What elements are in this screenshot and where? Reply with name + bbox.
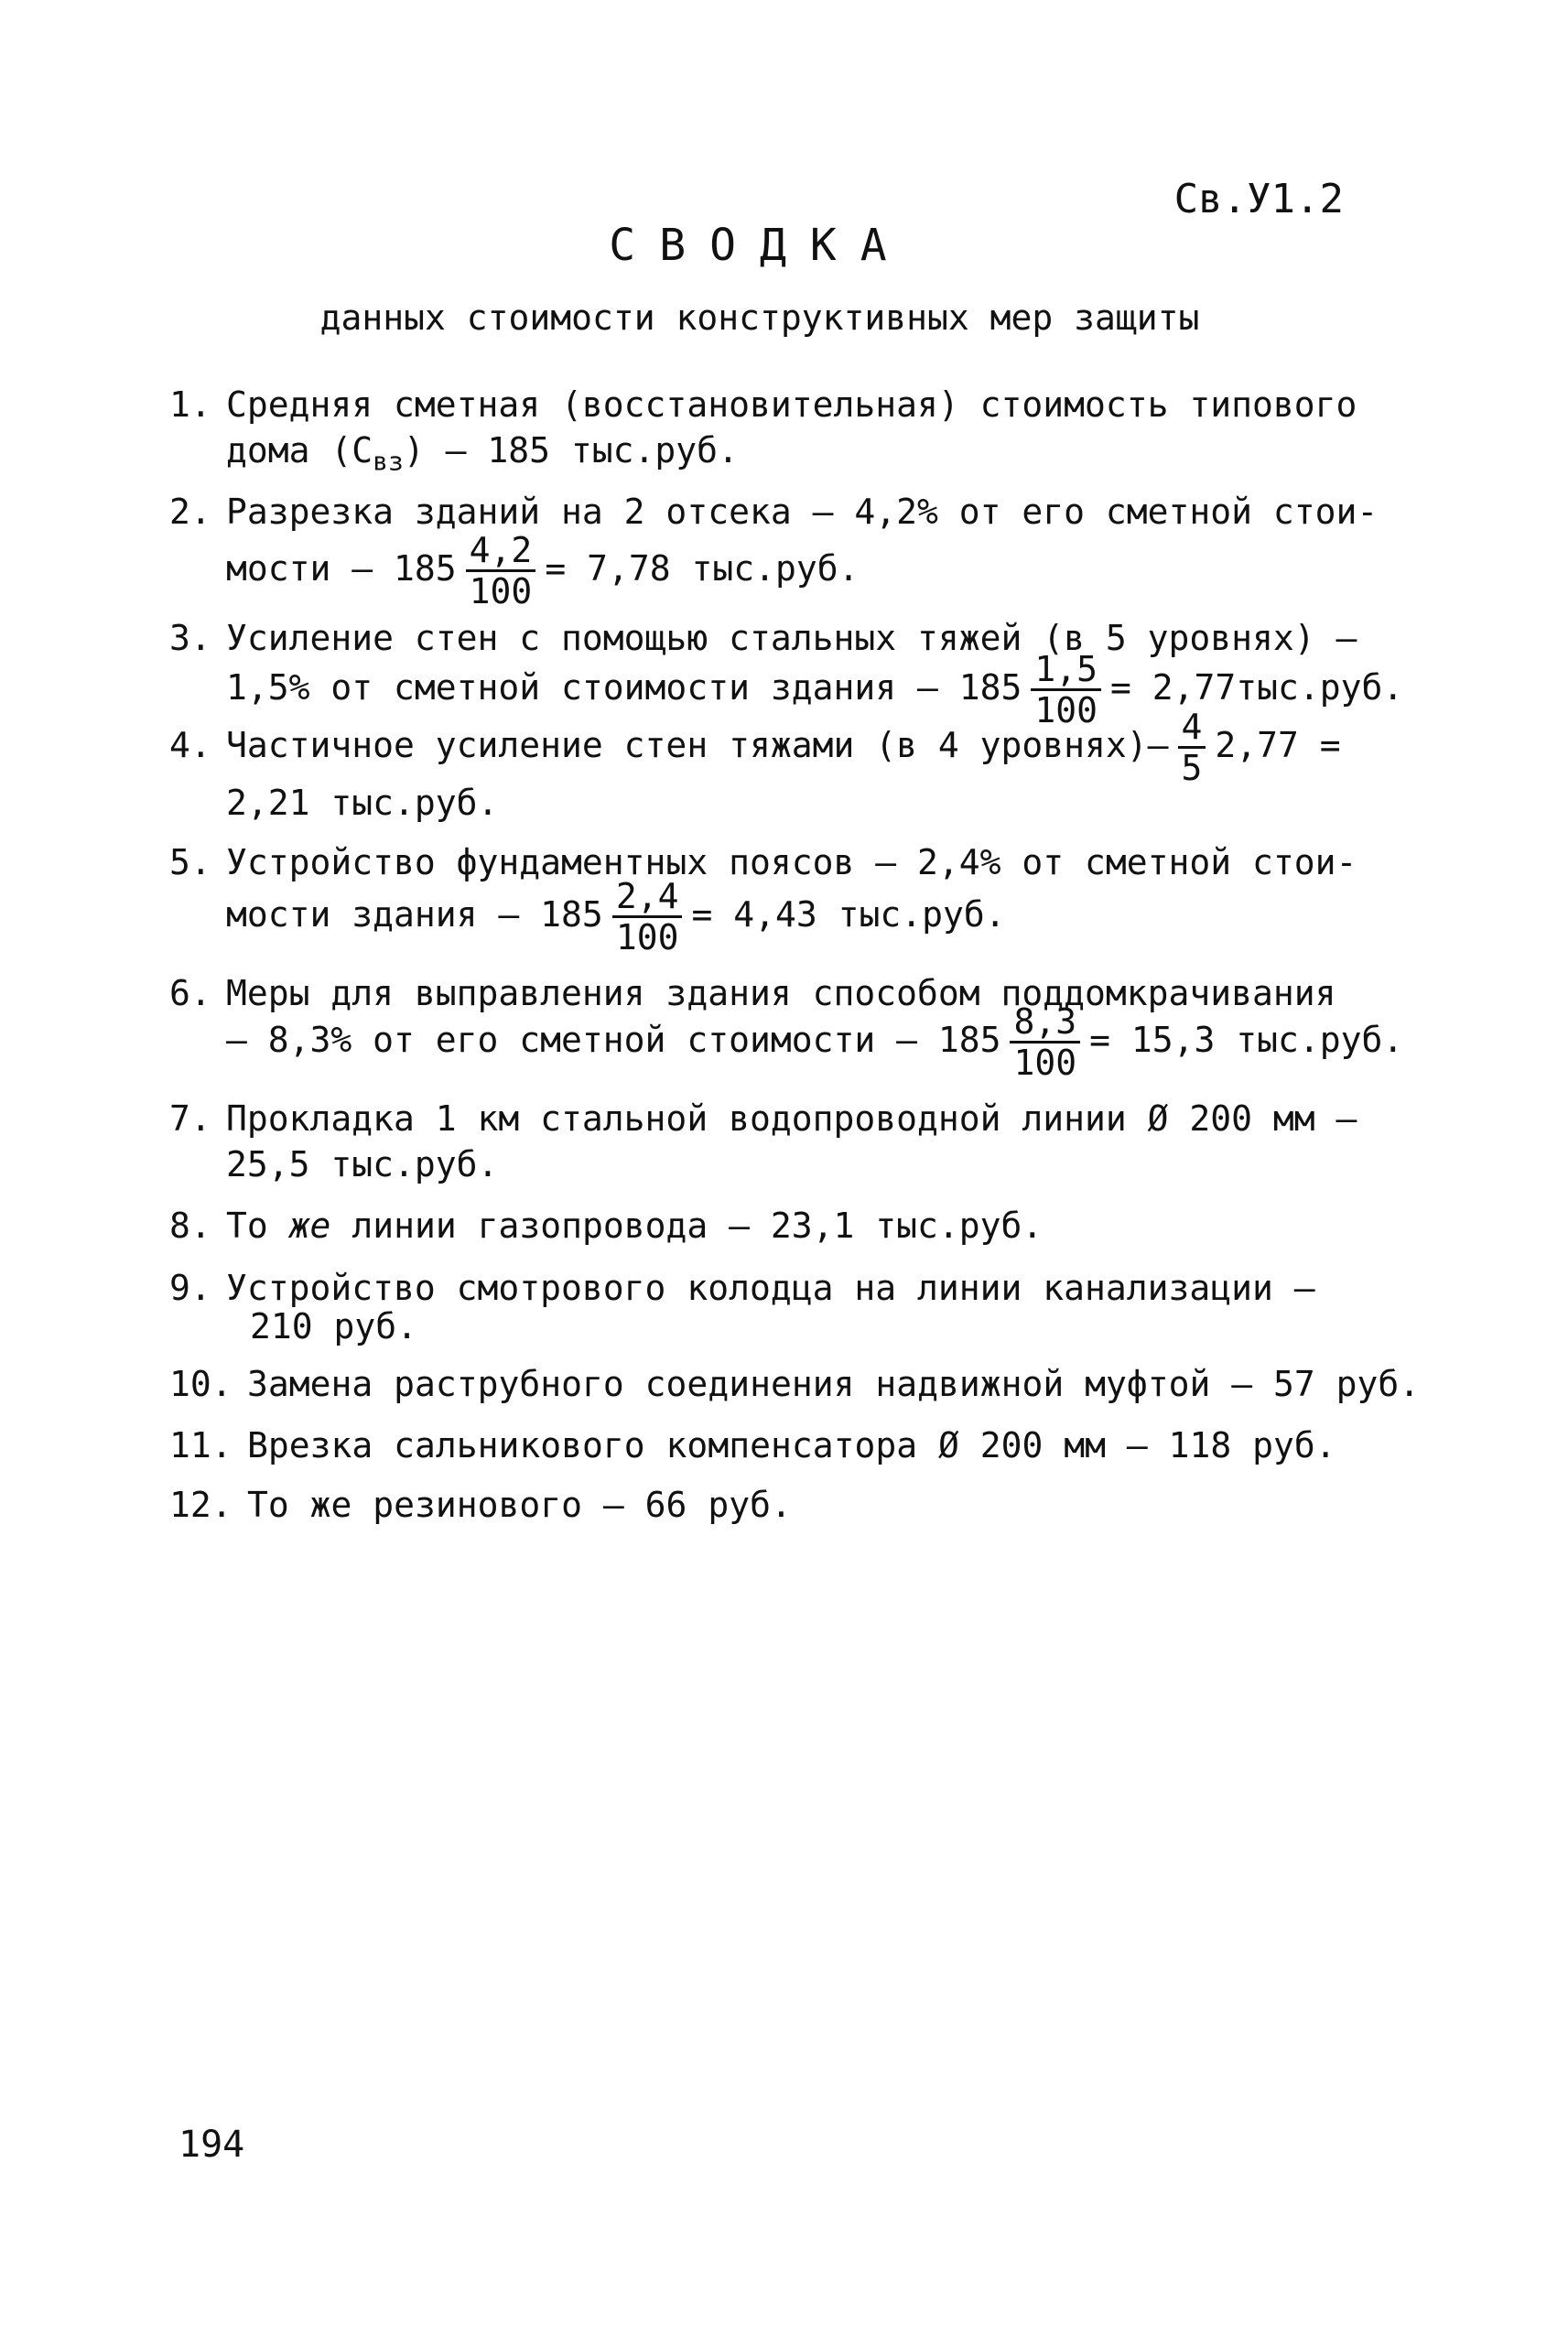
item-number: 12. [169, 1485, 232, 1525]
item-text: = 15,3 тыс.руб. [1089, 1020, 1404, 1060]
fraction-numerator: 4,2 [466, 533, 536, 572]
list-item-continuation [226, 1001, 1404, 1083]
item-text: Средняя сметная (восстановительная) стоимость типового [226, 384, 1357, 425]
list-item [169, 707, 1341, 788]
list-item-continuation [250, 1306, 417, 1346]
list-item-continuation [226, 430, 739, 477]
list-item [169, 1206, 1043, 1246]
fraction [1010, 1001, 1080, 1083]
item-number: 2. [169, 492, 211, 532]
item-text: Усиление стен с помощью стальных тяжей (в 5 уровнях) – [226, 618, 1357, 658]
item-number: 8. [169, 1206, 211, 1246]
item-number: 1. [169, 384, 211, 425]
fraction-denominator: 5 [1181, 748, 1203, 788]
fraction-numerator: 8,3 [1010, 1004, 1080, 1044]
item-number: 11. [169, 1425, 232, 1465]
fraction-numerator: 1,5 [1031, 652, 1101, 691]
item-number: 9. [169, 1268, 211, 1308]
item-text: Прокладка 1 км стальной водопроводной линии Ø 200 мм – [226, 1098, 1357, 1139]
item-text: = 2,77тыс.руб. [1110, 667, 1404, 708]
list-item [169, 1364, 1420, 1404]
item-number: 7. [169, 1098, 211, 1139]
item-number: 10. [169, 1364, 232, 1404]
list-item-continuation [226, 1144, 498, 1184]
item-text: То же резинового – 66 руб. [247, 1485, 792, 1525]
item-text: = 7,78 тыс.руб. [545, 548, 860, 589]
item-number: 4. [169, 725, 211, 765]
list-item-continuation [226, 530, 860, 611]
list-item-continuation [226, 876, 1006, 957]
fraction-denominator: 100 [1034, 690, 1098, 730]
page-title: СВОДКА [609, 220, 911, 271]
item-text: мости здания – 185 [226, 894, 603, 935]
page-number: 194 [178, 2124, 245, 2166]
list-item [169, 384, 1357, 425]
item-text: Устройство фундаментных поясов – 2,4% от сметной стои- [226, 842, 1357, 882]
fraction-denominator: 100 [615, 917, 679, 957]
subscript: вз [373, 446, 404, 477]
item-text: То [226, 1206, 268, 1246]
item-number: 6. [169, 973, 211, 1013]
list-item [169, 1268, 1315, 1308]
item-text: = 4,43 тыс.руб. [691, 894, 1006, 935]
list-item [169, 1425, 1336, 1465]
item-text: Врезка сальникового компенсатора Ø 200 мм – 118 руб. [247, 1425, 1336, 1465]
item-number: 5. [169, 842, 211, 882]
item-text: Частичное усиление стен тяжами (в 4 уровнях)– [226, 725, 1169, 765]
item-text-italic: же [288, 1206, 331, 1246]
fraction [466, 530, 536, 611]
item-text: 2,21 тыс.руб. [226, 783, 499, 823]
list-item [169, 842, 1357, 882]
fraction-denominator: 100 [1013, 1043, 1077, 1083]
item-text: 25,5 тыс.руб. [226, 1144, 499, 1184]
item-text: Устройство смотрового колодца на линии канализации – [226, 1268, 1315, 1308]
item-text: дома (С [226, 430, 373, 470]
item-text: 210 руб. [250, 1306, 418, 1346]
document-code: Св.У1.2 [1173, 176, 1344, 222]
fraction-denominator: 100 [469, 571, 533, 611]
item-text: Разрезка зданий на 2 отсека – 4,2% от его сметной стои- [226, 492, 1379, 532]
item-text: линии газопровода – 23,1 тыс.руб. [351, 1206, 1044, 1246]
item-text: 1,5% от сметной стоимости здания – 185 [226, 667, 1022, 708]
item-text: – 8,3% от его сметной стоимости – 185 [226, 1020, 1001, 1060]
list-item [169, 492, 1378, 532]
item-text: мости – 185 [226, 548, 457, 589]
item-text: ) – 185 тыс.руб. [403, 430, 739, 470]
fraction [1178, 707, 1206, 788]
item-text: 2,77 = [1215, 725, 1341, 765]
page-subtitle: данных стоимости конструктивных мер защиты [319, 297, 1200, 338]
item-text: Замена раструбного соединения надвижной муфтой – 57 руб. [247, 1364, 1421, 1404]
list-item [169, 1098, 1357, 1139]
fraction-numerator: 4 [1178, 709, 1206, 749]
item-text: Меры для выправления здания способом поддомкрачивания [226, 973, 1336, 1013]
item-number: 3. [169, 618, 211, 658]
list-item-continuation [226, 783, 498, 823]
list-item [169, 1485, 792, 1525]
fraction [612, 876, 683, 957]
fraction-numerator: 2,4 [612, 879, 683, 918]
